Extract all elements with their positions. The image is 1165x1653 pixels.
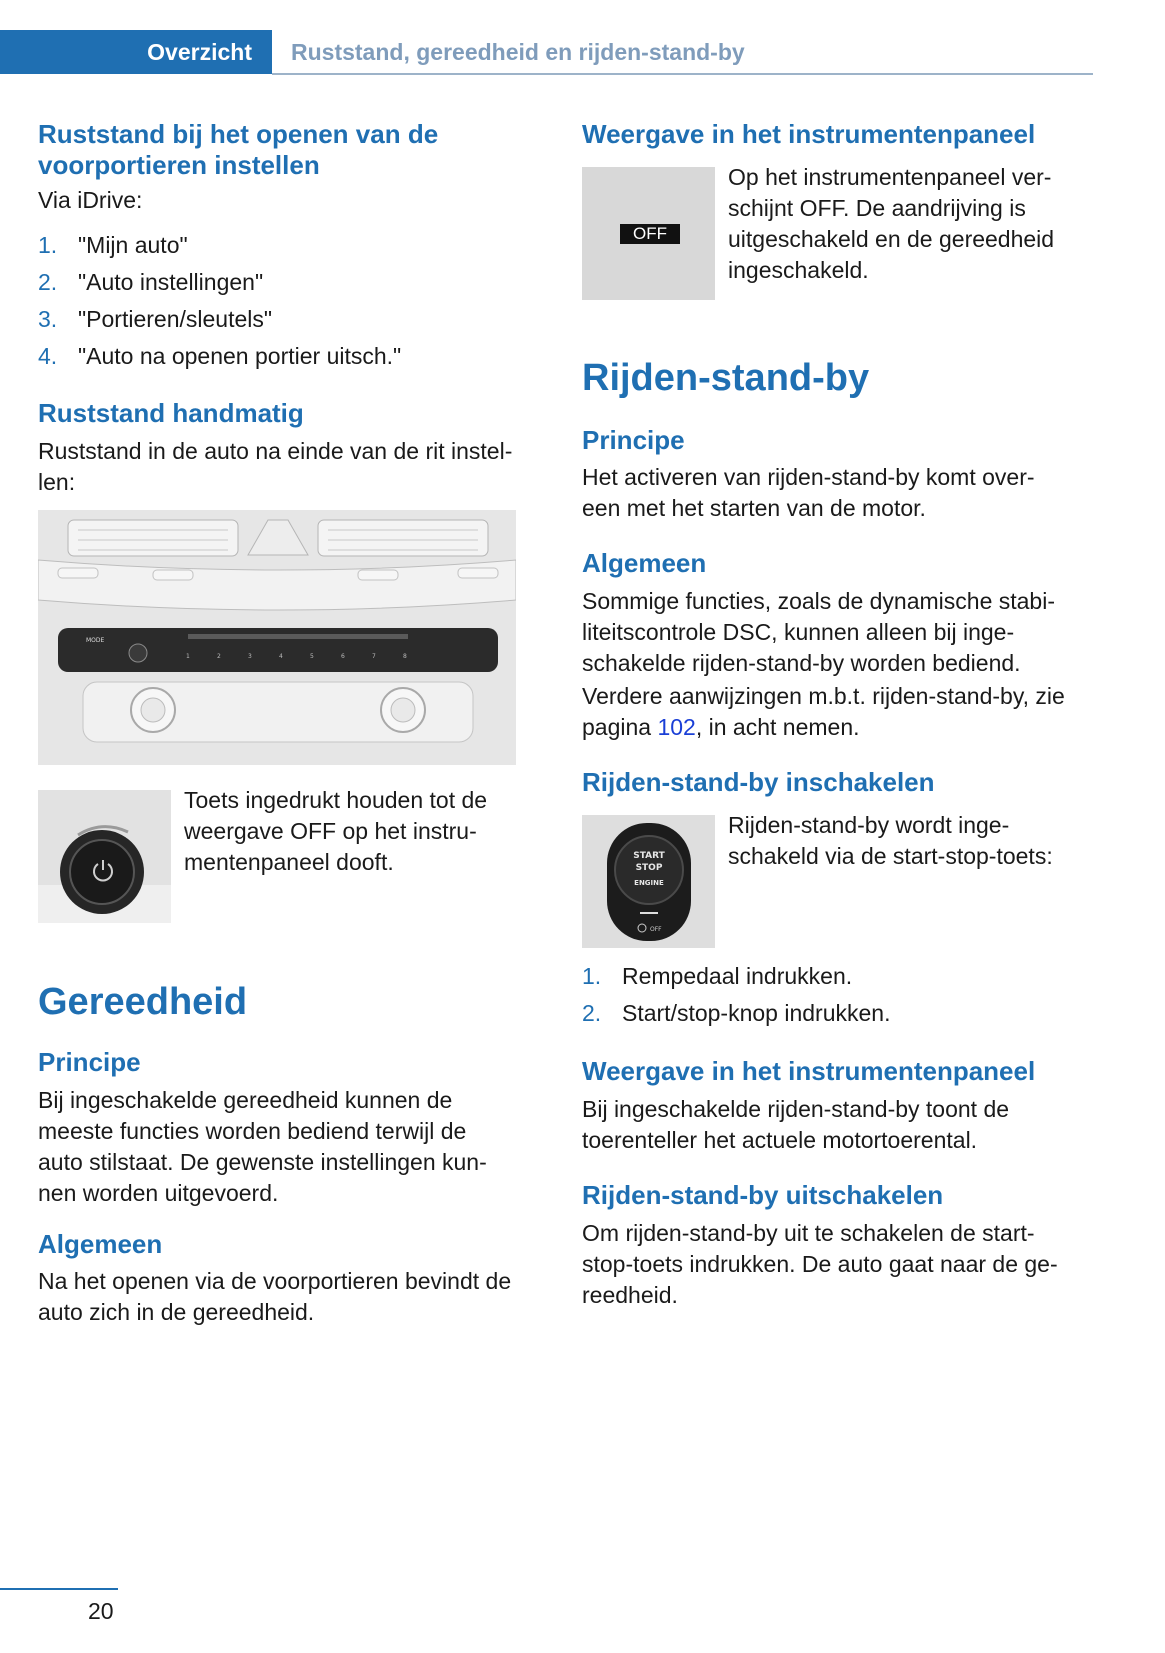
subsection-title-algemeen-rsb: Algemeen — [582, 548, 707, 578]
rsb-algemeen-text: Sommige functies, zoals de dynamische stabi-liteitscontrole DSC, kunnen alleen bij inge-schakelde rijden-stand-by worden bediend. — [582, 588, 1055, 676]
list-item: 2. "Auto instellingen" — [38, 269, 264, 295]
off-small-label: OFF — [650, 926, 662, 933]
header-tab — [0, 30, 272, 74]
subsection-title-principe-gereedheid: Principe — [38, 1047, 141, 1077]
preset-6-label: 6 — [341, 653, 345, 660]
inschakelen-text: Rijden-stand-by wordt inge-schakeld via de start-stop-toets: — [728, 812, 1053, 869]
preset-5-label: 5 — [310, 653, 314, 660]
weergave-2-text: Bij ingeschakelde rijden-stand-by toont de toerenteller het actuele motortoerental. — [582, 1096, 1010, 1153]
subsection-title-inschakelen: Rijden-stand-by inschakelen — [582, 767, 935, 797]
mode-label: MODE — [86, 637, 105, 644]
preset-1-label: 1 — [186, 653, 190, 660]
start-stop-button-image — [582, 815, 715, 948]
weergave-1-text: Op het instrumentenpaneel ver-schijnt OFF. De aandrijving is uitgeschakeld en de gereedheid ingeschakeld. — [728, 164, 1055, 283]
preset-4-label: 4 — [279, 653, 283, 660]
list-item: 1. "Mijn auto" — [38, 232, 188, 258]
start-label: START — [633, 851, 665, 861]
section-title-ruststand-handmatig: Ruststand handmatig — [38, 398, 304, 428]
preset-3-label: 3 — [248, 653, 252, 660]
header-title: Ruststand, gereedheid en rijden-stand-by — [291, 38, 745, 65]
gereedheid-principe-text: Bij ingeschakelde gereedheid kunnen de meeste functies worden bediend terwijl de auto stilstaat. De gewenste instellingen kun-nen worden uitgevoerd. — [38, 1087, 487, 1206]
via-idrive-text: Via iDrive: — [38, 187, 143, 213]
start-stop-button-illustration — [582, 815, 715, 948]
uitschakelen-text: Om rijden-stand-by uit te schakelen de start-stop-toets indrukken. De auto gaat naar de ge-reedheid. — [582, 1220, 1058, 1308]
subsection-title-algemeen-gereedheid: Algemeen — [38, 1229, 163, 1259]
inschakelen-steps-list — [582, 961, 890, 1035]
header-rule — [272, 73, 1093, 75]
page-102-link[interactable]: 102 — [657, 714, 696, 740]
list-item: 4. "Auto na openen portier uitsch." — [38, 343, 402, 369]
center-console-illustration — [38, 510, 516, 765]
preset-7-label: 7 — [372, 653, 376, 660]
subsection-title-principe-rsb: Principe — [582, 425, 685, 455]
center-console-image — [38, 510, 516, 765]
section-title-gereedheid: Gereedheid — [38, 981, 248, 1023]
header-tab-label: Overzicht — [147, 38, 252, 65]
page-number: 20 — [88, 1598, 114, 1624]
preset-2-label: 2 — [217, 653, 221, 660]
engine-label: ENGINE — [634, 879, 664, 887]
footer-rule — [0, 1588, 118, 1590]
power-knob-image — [38, 790, 171, 923]
verdere-aanwijzingen-text: Verdere aanwijzingen m.b.t. rijden-stand-by, zie pagina 102, in acht nemen. — [582, 683, 1065, 740]
power-knob-illustration — [38, 790, 171, 923]
list-item: 1. Rempedaal indrukken. — [582, 963, 853, 989]
idrive-steps-list — [38, 230, 401, 378]
list-item: 3. "Portieren/sleutels" — [38, 306, 273, 332]
section-title-ruststand-openen: Ruststand bij het openen van de voorportieren instellen — [38, 119, 439, 180]
section-title-rijden-stand-by: Rijden-stand-by — [582, 357, 870, 399]
ruststand-handmatig-text: Ruststand in de auto na einde van de rit instel-len: — [38, 438, 513, 495]
stop-label: STOP — [635, 863, 663, 873]
subsection-title-uitschakelen: Rijden-stand-by uitschakelen — [582, 1180, 944, 1210]
section-title-weergave-2: Weergave in het instrumentenpaneel — [582, 1056, 1036, 1086]
knob-instruction-text: Toets ingedrukt houden tot de weergave OFF op het instru-mentenpaneel dooft. — [184, 787, 488, 875]
preset-8-label: 8 — [403, 653, 407, 660]
gereedheid-algemeen-text: Na het openen via de voorportieren bevindt de auto zich in de gereedheid. — [38, 1268, 512, 1325]
rsb-principe-text: Het activeren van rijden-stand-by komt over-een met het starten van de motor. — [582, 464, 1035, 521]
list-item: 2. Start/stop-knop indrukken. — [582, 1000, 891, 1026]
off-display-image — [582, 167, 715, 300]
off-indicator: OFF — [620, 224, 680, 244]
section-title-weergave-1: Weergave in het instrumentenpaneel — [582, 119, 1036, 149]
